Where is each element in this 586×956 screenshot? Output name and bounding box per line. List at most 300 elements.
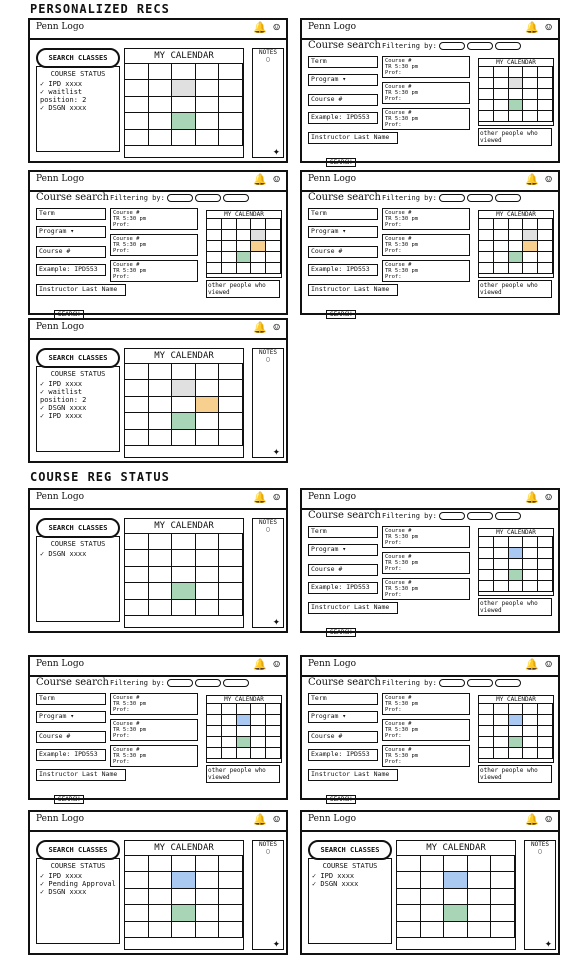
- calendar-cell[interactable]: [509, 737, 524, 748]
- calendar-cell[interactable]: [237, 737, 252, 748]
- calendar-cell[interactable]: [444, 856, 468, 872]
- calendar-cell[interactable]: [196, 130, 220, 146]
- calendar-cell[interactable]: [149, 550, 173, 566]
- calendar-cell[interactable]: [125, 380, 149, 396]
- calendar-cell[interactable]: [509, 230, 524, 241]
- calendar-cell[interactable]: [509, 219, 524, 230]
- bell-icon[interactable]: 🔔 ☺: [253, 21, 280, 34]
- calendar-cell[interactable]: [266, 737, 281, 748]
- calendar-cell[interactable]: [172, 397, 196, 413]
- calendar-cell[interactable]: [196, 397, 220, 413]
- bell-icon[interactable]: 🔔 ☺: [253, 321, 280, 334]
- calendar-cell[interactable]: [219, 534, 243, 550]
- calendar-cell[interactable]: [397, 922, 421, 938]
- calendar-cell[interactable]: [479, 111, 494, 122]
- calendar-cell[interactable]: [125, 364, 149, 380]
- calendar-cell[interactable]: [397, 905, 421, 921]
- calendar-cell[interactable]: [538, 78, 553, 89]
- calendar-cell[interactable]: [172, 534, 196, 550]
- search-button[interactable]: SEARCH: [326, 628, 356, 637]
- calendar-cell[interactable]: [125, 113, 149, 129]
- calendar-cell[interactable]: [494, 570, 509, 581]
- calendar-cell[interactable]: [479, 537, 494, 548]
- calendar-cell[interactable]: [421, 905, 445, 921]
- bell-icon[interactable]: 🔔 ☺: [525, 813, 552, 826]
- calendar-cell[interactable]: [523, 230, 538, 241]
- calendar-cell[interactable]: [219, 380, 243, 396]
- instructor-field[interactable]: Instructor Last Name: [308, 284, 398, 296]
- calendar-cell[interactable]: [207, 704, 222, 715]
- term-field[interactable]: Term: [308, 208, 378, 220]
- calendar-cell[interactable]: [444, 905, 468, 921]
- calendar-cell[interactable]: [494, 715, 509, 726]
- calendar-cell[interactable]: [479, 581, 494, 592]
- calendar-cell[interactable]: [509, 111, 524, 122]
- calendar-cell[interactable]: [523, 252, 538, 263]
- calendar-cell[interactable]: [149, 113, 173, 129]
- calendar-cell[interactable]: [509, 581, 524, 592]
- calendar-cell[interactable]: [479, 230, 494, 241]
- course-card[interactable]: Course # TR 5:30 pm Prof:: [382, 552, 470, 574]
- calendar-cell[interactable]: [523, 78, 538, 89]
- calendar-cell[interactable]: [538, 715, 553, 726]
- calendar-cell[interactable]: [172, 583, 196, 599]
- calendar-cell[interactable]: [494, 100, 509, 111]
- calendar-cell[interactable]: [149, 583, 173, 599]
- calendar-cell[interactable]: [125, 413, 149, 429]
- calendar-cell[interactable]: [172, 600, 196, 616]
- calendar-cell[interactable]: [222, 704, 237, 715]
- calendar-cell[interactable]: [196, 856, 220, 872]
- calendar-cell[interactable]: [538, 559, 553, 570]
- calendar-cell[interactable]: [509, 748, 524, 759]
- calendar-cell[interactable]: [251, 252, 266, 263]
- bell-icon[interactable]: 🔔 ☺: [525, 658, 552, 671]
- calendar-cell[interactable]: [219, 567, 243, 583]
- calendar-cell[interactable]: [523, 748, 538, 759]
- calendar-cell[interactable]: [509, 241, 524, 252]
- bell-icon[interactable]: 🔔 ☺: [253, 173, 280, 186]
- sparkle-icon[interactable]: ✦: [272, 444, 280, 458]
- calendar-cell[interactable]: [509, 89, 524, 100]
- calendar-cell[interactable]: [479, 548, 494, 559]
- search-classes-button[interactable]: SEARCH CLASSES: [36, 518, 120, 538]
- calendar-cell[interactable]: [172, 130, 196, 146]
- calendar-cell[interactable]: [523, 548, 538, 559]
- calendar-cell[interactable]: [479, 241, 494, 252]
- calendar-cell[interactable]: [196, 534, 220, 550]
- calendar-cell[interactable]: [196, 905, 220, 921]
- example-field[interactable]: Example: IPD553: [308, 582, 378, 594]
- calendar-cell[interactable]: [219, 905, 243, 921]
- calendar-cell[interactable]: [266, 219, 281, 230]
- calendar-cell[interactable]: [219, 413, 243, 429]
- calendar-cell[interactable]: [523, 89, 538, 100]
- program-field[interactable]: Program ▾: [36, 711, 106, 723]
- calendar-cell[interactable]: [509, 704, 524, 715]
- calendar-cell[interactable]: [219, 922, 243, 938]
- term-field[interactable]: Term: [308, 693, 378, 705]
- course-card[interactable]: Course # TR 5:30 pm Prof:: [382, 719, 470, 741]
- calendar-cell[interactable]: [237, 241, 252, 252]
- program-field[interactable]: Program ▾: [308, 74, 378, 86]
- search-button[interactable]: SEARCH: [54, 795, 84, 804]
- course-card[interactable]: Course # TR 5:30 pm Prof:: [110, 693, 198, 715]
- calendar-cell[interactable]: [479, 570, 494, 581]
- calendar-cell[interactable]: [251, 726, 266, 737]
- calendar-cell[interactable]: [538, 748, 553, 759]
- calendar-cell[interactable]: [251, 241, 266, 252]
- calendar-cell[interactable]: [266, 704, 281, 715]
- calendar-cell[interactable]: [523, 726, 538, 737]
- calendar-cell[interactable]: [237, 252, 252, 263]
- calendar-cell[interactable]: [251, 737, 266, 748]
- calendar-cell[interactable]: [149, 889, 173, 905]
- calendar-cell[interactable]: [237, 704, 252, 715]
- bell-icon[interactable]: 🔔 ☺: [253, 658, 280, 671]
- calendar-cell[interactable]: [219, 64, 243, 80]
- calendar-cell[interactable]: [251, 219, 266, 230]
- instructor-field[interactable]: Instructor Last Name: [36, 769, 126, 781]
- calendar-cell[interactable]: [207, 252, 222, 263]
- calendar-cell[interactable]: [149, 905, 173, 921]
- calendar-cell[interactable]: [196, 567, 220, 583]
- calendar-cell[interactable]: [222, 219, 237, 230]
- calendar-cell[interactable]: [237, 230, 252, 241]
- calendar-cell[interactable]: [479, 737, 494, 748]
- course-card[interactable]: Course # TR 5:30 pm Prof:: [110, 260, 198, 282]
- calendar-cell[interactable]: [266, 726, 281, 737]
- calendar-cell[interactable]: [196, 64, 220, 80]
- calendar-cell[interactable]: [494, 537, 509, 548]
- calendar-cell[interactable]: [494, 78, 509, 89]
- calendar-cell[interactable]: [125, 922, 149, 938]
- course-number-field[interactable]: Course #: [36, 246, 106, 258]
- bell-icon[interactable]: 🔔 ☺: [253, 491, 280, 504]
- calendar-cell[interactable]: [494, 748, 509, 759]
- calendar-cell[interactable]: [266, 748, 281, 759]
- calendar-cell[interactable]: [479, 78, 494, 89]
- calendar-cell[interactable]: [494, 704, 509, 715]
- calendar-cell[interactable]: [222, 230, 237, 241]
- sparkle-icon[interactable]: ✦: [272, 614, 280, 628]
- calendar-cell[interactable]: [538, 263, 553, 274]
- calendar-cell[interactable]: [149, 97, 173, 113]
- calendar-cell[interactable]: [523, 219, 538, 230]
- calendar-cell[interactable]: [196, 583, 220, 599]
- calendar-cell[interactable]: [538, 570, 553, 581]
- calendar-cell[interactable]: [125, 130, 149, 146]
- calendar-cell[interactable]: [421, 922, 445, 938]
- calendar-cell[interactable]: [494, 252, 509, 263]
- calendar-cell[interactable]: [523, 100, 538, 111]
- calendar-cell[interactable]: [237, 263, 252, 274]
- calendar-cell[interactable]: [125, 534, 149, 550]
- calendar-cell[interactable]: [266, 230, 281, 241]
- calendar-cell[interactable]: [219, 364, 243, 380]
- calendar-cell[interactable]: [491, 922, 515, 938]
- calendar-cell[interactable]: [251, 230, 266, 241]
- calendar-cell[interactable]: [207, 726, 222, 737]
- calendar-cell[interactable]: [219, 113, 243, 129]
- notes-panel[interactable]: NOTES ▢: [252, 518, 284, 628]
- calendar-cell[interactable]: [479, 704, 494, 715]
- calendar-cell[interactable]: [523, 715, 538, 726]
- calendar-cell[interactable]: [509, 559, 524, 570]
- calendar-cell[interactable]: [125, 856, 149, 872]
- calendar-cell[interactable]: [479, 100, 494, 111]
- sparkle-icon[interactable]: ✦: [272, 936, 280, 950]
- calendar-cell[interactable]: [479, 252, 494, 263]
- calendar-cell[interactable]: [125, 550, 149, 566]
- calendar-cell[interactable]: [222, 715, 237, 726]
- calendar-cell[interactable]: [538, 67, 553, 78]
- calendar-cell[interactable]: [196, 600, 220, 616]
- calendar-cell[interactable]: [149, 64, 173, 80]
- calendar-cell[interactable]: [509, 263, 524, 274]
- calendar-cell[interactable]: [468, 872, 492, 888]
- term-field[interactable]: Term: [308, 526, 378, 538]
- calendar-cell[interactable]: [444, 922, 468, 938]
- course-number-field[interactable]: Course #: [36, 731, 106, 743]
- calendar-cell[interactable]: [207, 715, 222, 726]
- calendar-cell[interactable]: [196, 413, 220, 429]
- calendar-cell[interactable]: [219, 583, 243, 599]
- calendar-cell[interactable]: [149, 397, 173, 413]
- course-number-field[interactable]: Course #: [308, 564, 378, 576]
- calendar-cell[interactable]: [397, 889, 421, 905]
- calendar-cell[interactable]: [538, 241, 553, 252]
- calendar-cell[interactable]: [523, 704, 538, 715]
- calendar-cell[interactable]: [397, 872, 421, 888]
- calendar-cell[interactable]: [509, 100, 524, 111]
- calendar-cell[interactable]: [172, 430, 196, 446]
- calendar-cell[interactable]: [538, 581, 553, 592]
- search-button[interactable]: SEARCH: [326, 310, 356, 319]
- calendar-cell[interactable]: [237, 219, 252, 230]
- calendar-cell[interactable]: [509, 726, 524, 737]
- calendar-cell[interactable]: [125, 97, 149, 113]
- calendar-cell[interactable]: [251, 704, 266, 715]
- calendar-cell[interactable]: [222, 737, 237, 748]
- calendar-cell[interactable]: [479, 748, 494, 759]
- calendar-cell[interactable]: [149, 856, 173, 872]
- calendar-cell[interactable]: [266, 252, 281, 263]
- calendar-cell[interactable]: [509, 715, 524, 726]
- course-card[interactable]: Course # TR 5:30 pm Prof:: [110, 745, 198, 767]
- course-card[interactable]: Course # TR 5:30 pm Prof:: [382, 578, 470, 600]
- calendar-cell[interactable]: [444, 872, 468, 888]
- calendar-cell[interactable]: [172, 364, 196, 380]
- calendar-cell[interactable]: [494, 263, 509, 274]
- calendar-cell[interactable]: [479, 715, 494, 726]
- calendar-cell[interactable]: [125, 905, 149, 921]
- calendar-cell[interactable]: [523, 570, 538, 581]
- search-classes-button[interactable]: SEARCH CLASSES: [36, 840, 120, 860]
- calendar-cell[interactable]: [219, 397, 243, 413]
- calendar-cell[interactable]: [523, 737, 538, 748]
- calendar-cell[interactable]: [538, 704, 553, 715]
- calendar-cell[interactable]: [538, 537, 553, 548]
- calendar-cell[interactable]: [172, 922, 196, 938]
- calendar-cell[interactable]: [219, 856, 243, 872]
- calendar-cell[interactable]: [251, 715, 266, 726]
- calendar-cell[interactable]: [538, 111, 553, 122]
- calendar-cell[interactable]: [538, 89, 553, 100]
- course-card[interactable]: Course # TR 5:30 pm Prof:: [110, 719, 198, 741]
- calendar-cell[interactable]: [222, 726, 237, 737]
- calendar-cell[interactable]: [491, 889, 515, 905]
- notes-panel[interactable]: NOTES ▢: [252, 840, 284, 950]
- calendar-cell[interactable]: [538, 726, 553, 737]
- calendar-cell[interactable]: [523, 111, 538, 122]
- calendar-cell[interactable]: [149, 534, 173, 550]
- program-field[interactable]: Program ▾: [308, 711, 378, 723]
- term-field[interactable]: Term: [36, 693, 106, 705]
- calendar-cell[interactable]: [149, 364, 173, 380]
- calendar-cell[interactable]: [444, 889, 468, 905]
- example-field[interactable]: Example: IPD553: [308, 112, 378, 124]
- calendar-cell[interactable]: [172, 380, 196, 396]
- course-card[interactable]: Course # TR 5:30 pm Prof:: [382, 82, 470, 104]
- search-classes-button[interactable]: SEARCH CLASSES: [308, 840, 392, 860]
- calendar-cell[interactable]: [509, 78, 524, 89]
- calendar-cell[interactable]: [222, 252, 237, 263]
- sparkle-icon[interactable]: ✦: [544, 936, 552, 950]
- calendar-cell[interactable]: [172, 550, 196, 566]
- calendar-cell[interactable]: [196, 550, 220, 566]
- calendar-cell[interactable]: [468, 889, 492, 905]
- calendar-cell[interactable]: [251, 748, 266, 759]
- course-card[interactable]: Course # TR 5:30 pm Prof:: [382, 693, 470, 715]
- calendar-cell[interactable]: [172, 80, 196, 96]
- calendar-cell[interactable]: [125, 600, 149, 616]
- calendar-cell[interactable]: [149, 567, 173, 583]
- calendar-cell[interactable]: [172, 567, 196, 583]
- course-card[interactable]: Course # TR 5:30 pm Prof:: [110, 234, 198, 256]
- calendar-cell[interactable]: [494, 241, 509, 252]
- calendar-cell[interactable]: [523, 263, 538, 274]
- calendar-cell[interactable]: [538, 252, 553, 263]
- calendar-cell[interactable]: [172, 413, 196, 429]
- calendar-cell[interactable]: [523, 537, 538, 548]
- calendar-cell[interactable]: [509, 548, 524, 559]
- calendar-cell[interactable]: [219, 430, 243, 446]
- calendar-cell[interactable]: [149, 130, 173, 146]
- calendar-cell[interactable]: [149, 80, 173, 96]
- calendar-cell[interactable]: [421, 856, 445, 872]
- course-card[interactable]: Course # TR 5:30 pm Prof:: [382, 745, 470, 767]
- instructor-field[interactable]: Instructor Last Name: [36, 284, 126, 296]
- calendar-cell[interactable]: [479, 263, 494, 274]
- calendar-cell[interactable]: [172, 905, 196, 921]
- calendar-cell[interactable]: [494, 111, 509, 122]
- calendar-cell[interactable]: [491, 905, 515, 921]
- calendar-cell[interactable]: [196, 364, 220, 380]
- instructor-field[interactable]: Instructor Last Name: [308, 769, 398, 781]
- calendar-cell[interactable]: [207, 737, 222, 748]
- calendar-cell[interactable]: [172, 856, 196, 872]
- search-classes-button[interactable]: SEARCH CLASSES: [36, 48, 120, 68]
- calendar-cell[interactable]: [266, 263, 281, 274]
- calendar-cell[interactable]: [494, 230, 509, 241]
- example-field[interactable]: Example: IPD553: [36, 264, 106, 276]
- calendar-cell[interactable]: [149, 922, 173, 938]
- calendar-cell[interactable]: [196, 922, 220, 938]
- calendar-cell[interactable]: [172, 113, 196, 129]
- calendar-cell[interactable]: [219, 889, 243, 905]
- example-field[interactable]: Example: IPD553: [308, 264, 378, 276]
- calendar-cell[interactable]: [523, 559, 538, 570]
- calendar-cell[interactable]: [219, 872, 243, 888]
- calendar-cell[interactable]: [494, 67, 509, 78]
- calendar-cell[interactable]: [196, 889, 220, 905]
- search-button[interactable]: SEARCH: [326, 158, 356, 167]
- calendar-cell[interactable]: [494, 89, 509, 100]
- bell-icon[interactable]: 🔔 ☺: [525, 491, 552, 504]
- program-field[interactable]: Program ▾: [308, 226, 378, 238]
- calendar-cell[interactable]: [237, 715, 252, 726]
- calendar-cell[interactable]: [237, 726, 252, 737]
- calendar-cell[interactable]: [219, 97, 243, 113]
- calendar-cell[interactable]: [538, 548, 553, 559]
- calendar-cell[interactable]: [523, 581, 538, 592]
- instructor-field[interactable]: Instructor Last Name: [308, 602, 398, 614]
- calendar-cell[interactable]: [494, 737, 509, 748]
- calendar-cell[interactable]: [222, 241, 237, 252]
- calendar-cell[interactable]: [222, 263, 237, 274]
- calendar-cell[interactable]: [149, 872, 173, 888]
- sparkle-icon[interactable]: ✦: [272, 144, 280, 158]
- calendar-cell[interactable]: [468, 856, 492, 872]
- course-card[interactable]: Course # TR 5:30 pm Prof:: [382, 108, 470, 130]
- calendar-cell[interactable]: [479, 726, 494, 737]
- calendar-cell[interactable]: [468, 905, 492, 921]
- term-field[interactable]: Term: [36, 208, 106, 220]
- calendar-cell[interactable]: [219, 80, 243, 96]
- calendar-cell[interactable]: [494, 559, 509, 570]
- calendar-cell[interactable]: [125, 583, 149, 599]
- calendar-cell[interactable]: [172, 97, 196, 113]
- calendar-cell[interactable]: [172, 889, 196, 905]
- calendar-cell[interactable]: [509, 67, 524, 78]
- calendar-cell[interactable]: [196, 430, 220, 446]
- course-card[interactable]: Course # TR 5:30 pm Prof:: [382, 260, 470, 282]
- search-classes-button[interactable]: SEARCH CLASSES: [36, 348, 120, 368]
- search-button[interactable]: SEARCH: [54, 310, 84, 319]
- calendar-cell[interactable]: [196, 97, 220, 113]
- calendar-cell[interactable]: [196, 80, 220, 96]
- calendar-cell[interactable]: [207, 230, 222, 241]
- calendar-cell[interactable]: [207, 241, 222, 252]
- calendar-cell[interactable]: [479, 219, 494, 230]
- calendar-cell[interactable]: [125, 567, 149, 583]
- calendar-cell[interactable]: [266, 715, 281, 726]
- calendar-cell[interactable]: [538, 737, 553, 748]
- instructor-field[interactable]: Instructor Last Name: [308, 132, 398, 144]
- calendar-cell[interactable]: [421, 889, 445, 905]
- calendar-cell[interactable]: [509, 570, 524, 581]
- calendar-cell[interactable]: [397, 856, 421, 872]
- example-field[interactable]: Example: IPD553: [308, 749, 378, 761]
- calendar-cell[interactable]: [494, 726, 509, 737]
- calendar-cell[interactable]: [494, 581, 509, 592]
- calendar-cell[interactable]: [523, 241, 538, 252]
- course-card[interactable]: Course # TR 5:30 pm Prof:: [110, 208, 198, 230]
- calendar-cell[interactable]: [149, 430, 173, 446]
- notes-panel[interactable]: NOTES ▢: [524, 840, 556, 950]
- calendar-cell[interactable]: [468, 922, 492, 938]
